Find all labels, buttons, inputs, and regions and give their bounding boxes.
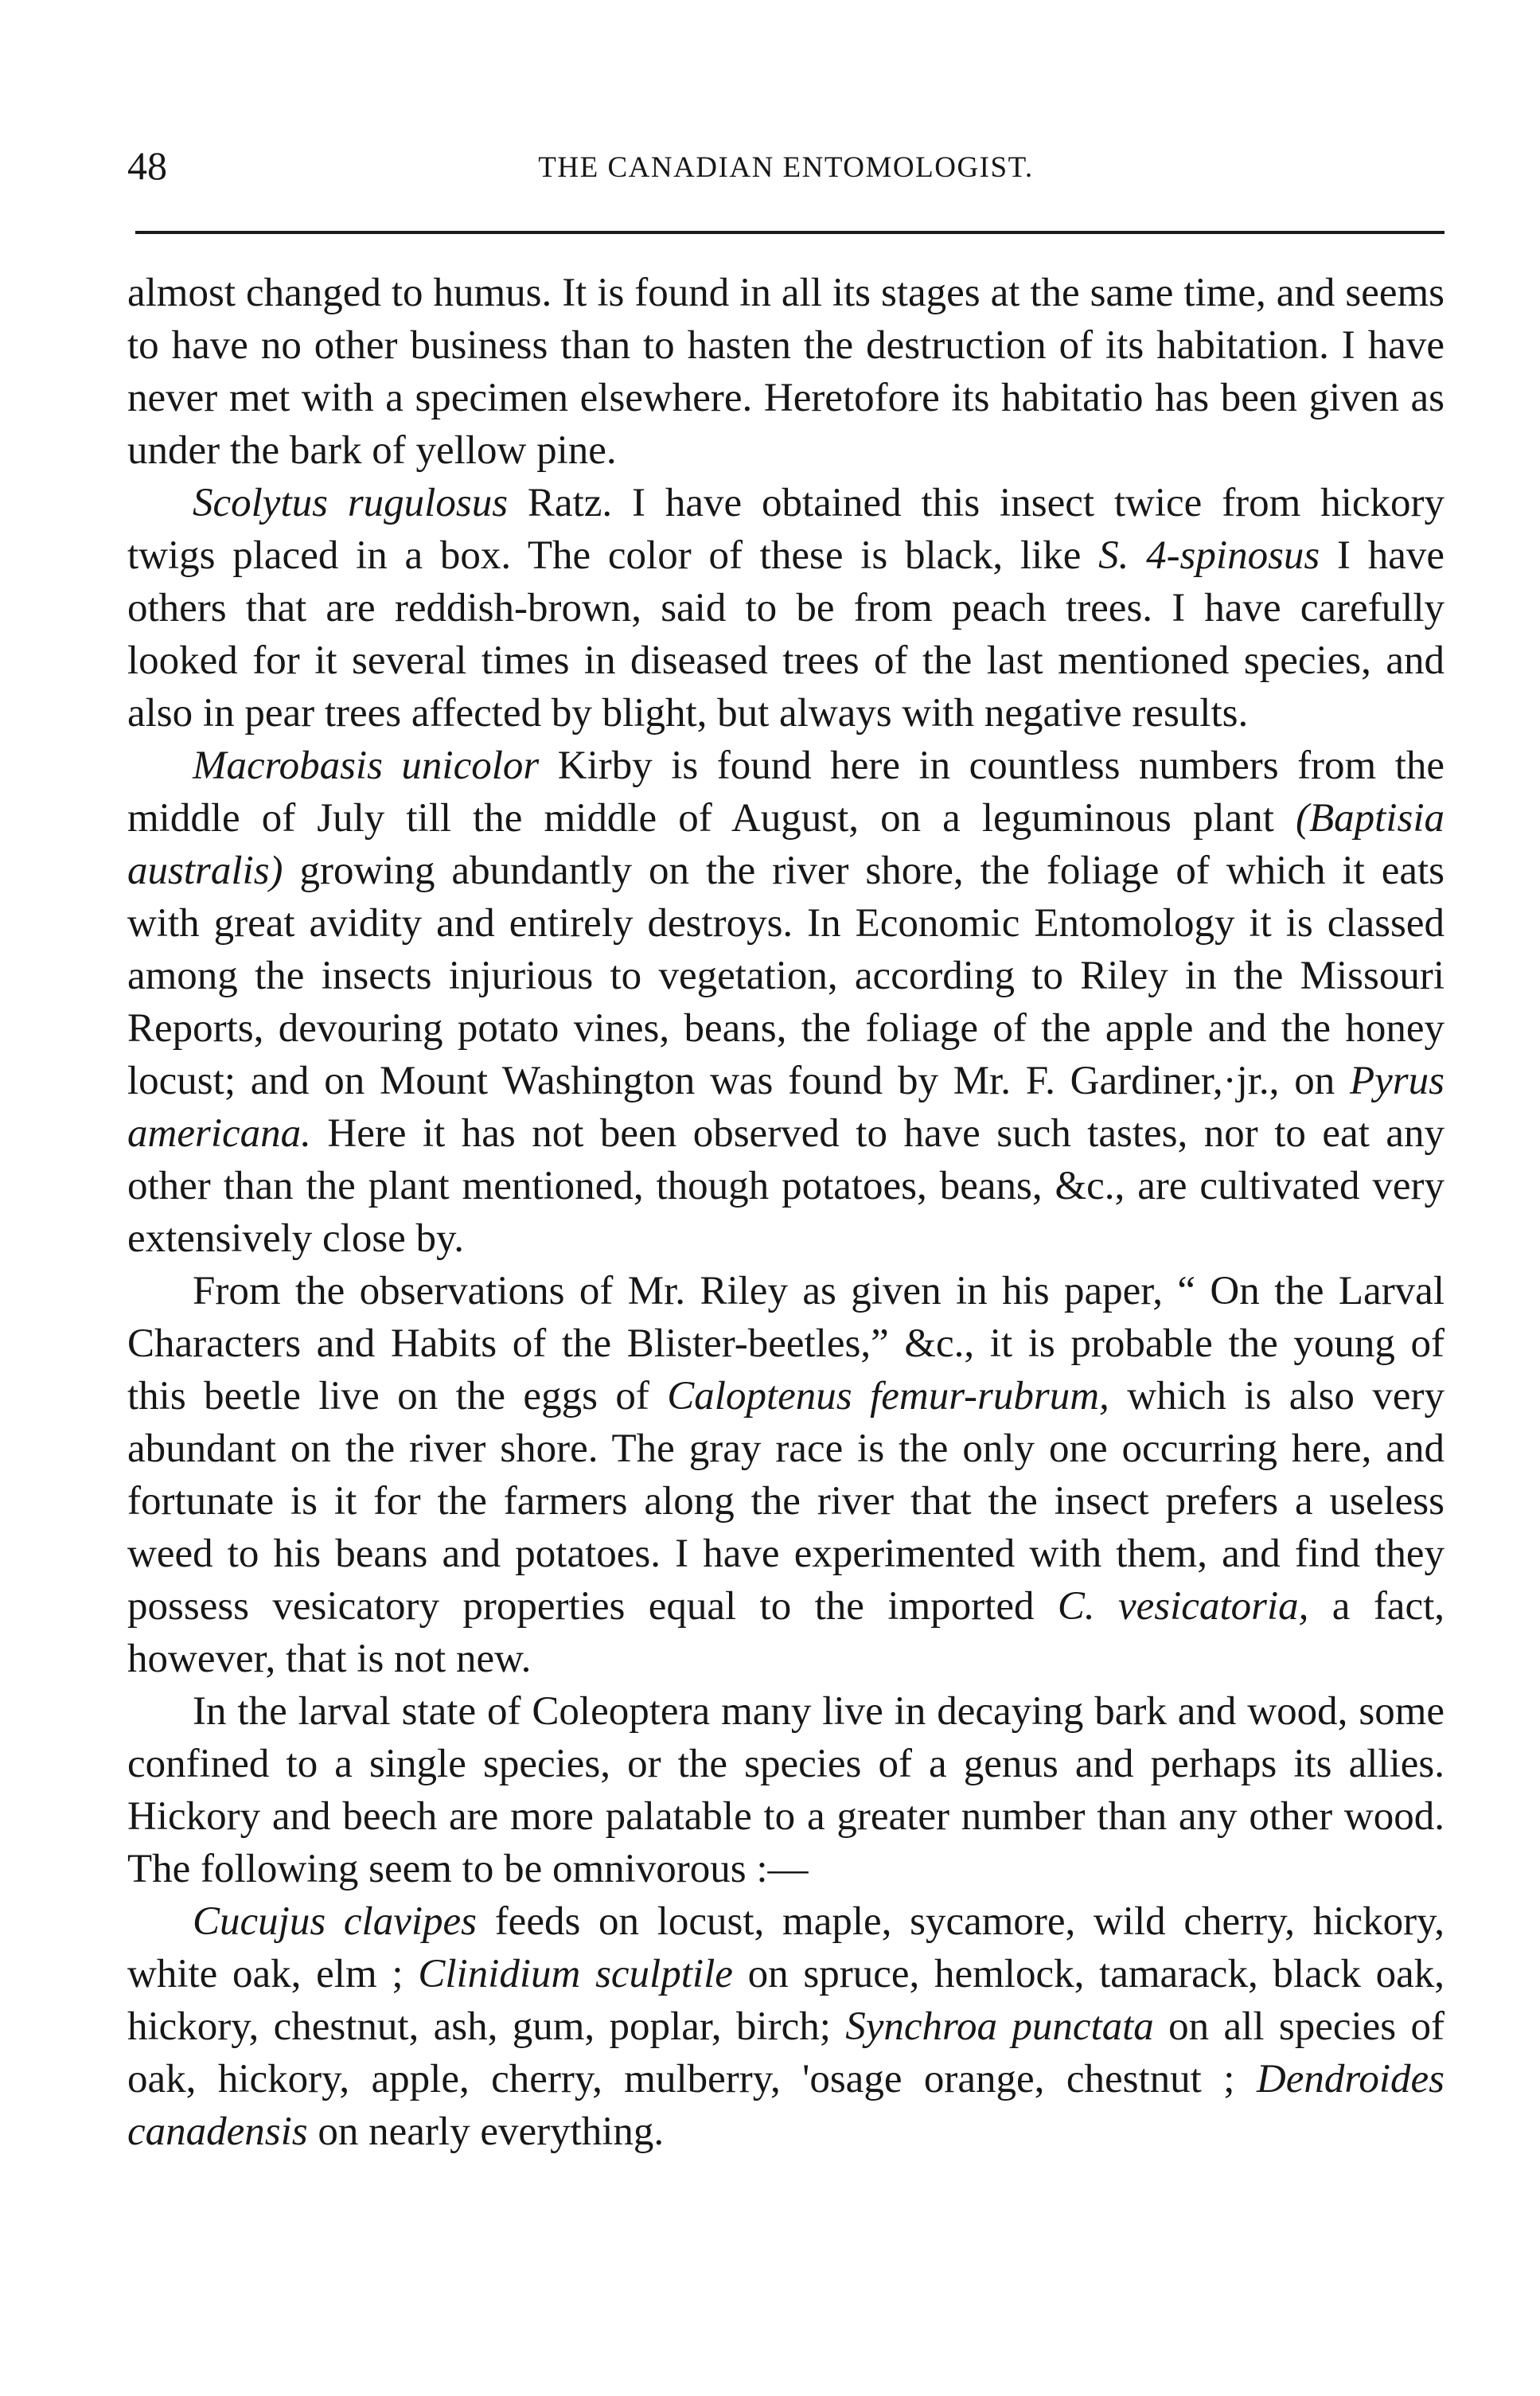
paragraph	[127, 739, 1444, 1265]
species-name: C. vesicatoria,	[1057, 1584, 1309, 1629]
paragraph-text: almost changed to humus. It is found in all its stages at the same time, and seems to have no other business than to hasten the destruction of its habitation. I have never met with a specimen elsewhere. Heretofore its habitatio has been given as under the bark of yellow pine.	[127, 271, 1444, 473]
paragraph-text: Kirby is found here in countless numbers from the middle of July till the middle of August, on a leguminous plant	[127, 743, 1445, 841]
paragraph-text: on nearly everything.	[307, 2109, 665, 2154]
page-number: 48	[127, 143, 167, 188]
species-name: Cucujus clavipes	[193, 1899, 477, 1944]
species-name: (Baptisia australis)	[127, 796, 1444, 893]
paragraph-text: Here it has not been observed to have such tastes, nor to eat any other than the plant mentioned, though potatoes, beans, &c., are cultivated very extensively close by.	[127, 1111, 1444, 1261]
paragraph	[127, 1895, 1444, 2158]
header-rule	[135, 231, 1444, 234]
species-name: Macrobasis unicolor	[193, 743, 540, 788]
paragraph	[127, 477, 1444, 739]
paragraph-text: which is also very abundant on the river shore. The gray race is the only one occurring here, and fortunate is it for the farmers along the river that the insect prefers a useless weed to his beans and potatoes. I have experimented with them, and find they possess vesicatory properties equal to the imported	[127, 1374, 1444, 1629]
running-head: THE CANADIAN ENTOMOLOGIST.	[538, 151, 1034, 184]
page-header	[127, 142, 1444, 189]
paragraph-text: Ratz. I have obtained this insect twice from hickory twigs placed in a box. The color of these is black, like	[127, 481, 1444, 578]
paragraph	[127, 1685, 1444, 1895]
paragraph-text: on spruce, hemlock, tamarack, black oak, hickory, chestnut, ash, gum, poplar, birch;	[127, 1952, 1444, 2049]
paragraph	[127, 267, 1444, 477]
species-name: Pyrus americana.	[127, 1059, 1444, 1156]
species-name: Scolytus rugulosus	[193, 481, 509, 525]
page-body	[127, 267, 1444, 2158]
paragraph-text: on all species of oak, hickory, apple, cherry, mulberry, 'osage orange, chestnut ;	[127, 2004, 1445, 2101]
species-name: Caloptenus femur-rubrum,	[667, 1374, 1109, 1418]
species-name: Synchroa punctata	[845, 2004, 1154, 2049]
species-name: S. 4-spinosus	[1098, 533, 1320, 578]
paragraph-text: feeds on locust, maple, sycamore, wild cherry, hickory, white oak, elm ;	[127, 1899, 1444, 1996]
paragraph-text: In the larval state of Coleoptera many live in decaying bark and wood, some confined to a single species, or the species of a genus and perhaps its allies. Hickory and beech are more palatable to a greater number than any other wood. The following seem to be omnivorous :—	[127, 1689, 1444, 1891]
paragraph-text: From the observations of Mr. Riley as given in his paper, “ On the Larval Characters and Habits of the Blister-beetles,” &c., it is probable the young of this beetle live on the eggs of	[127, 1269, 1444, 1418]
paragraph-text: I have others that are reddish-brown, said to be from peach trees. I have carefully looked for it several times in diseased trees of the last mentioned species, and also in pear trees affected by blight, but always with negative results.	[127, 533, 1444, 736]
paragraph-text: growing abundantly on the river shore, the foliage of which it eats with great avidity and entirely destroys. In Economic Entomology it is classed among the insects injurious to vegetation, according to Riley in the Missouri Reports, devouring potato vines, beans, the foliage of the apple and the honey locust; and on Mount Washington was found by Mr. F. Gardiner,·jr., on	[127, 849, 1444, 1103]
species-name: Dendroides canadensis	[127, 2057, 1444, 2154]
paragraph-text: a fact, however, that is not new.	[127, 1584, 1444, 1681]
paragraph	[127, 1265, 1444, 1685]
species-name: Clinidium sculptile	[418, 1952, 733, 1996]
